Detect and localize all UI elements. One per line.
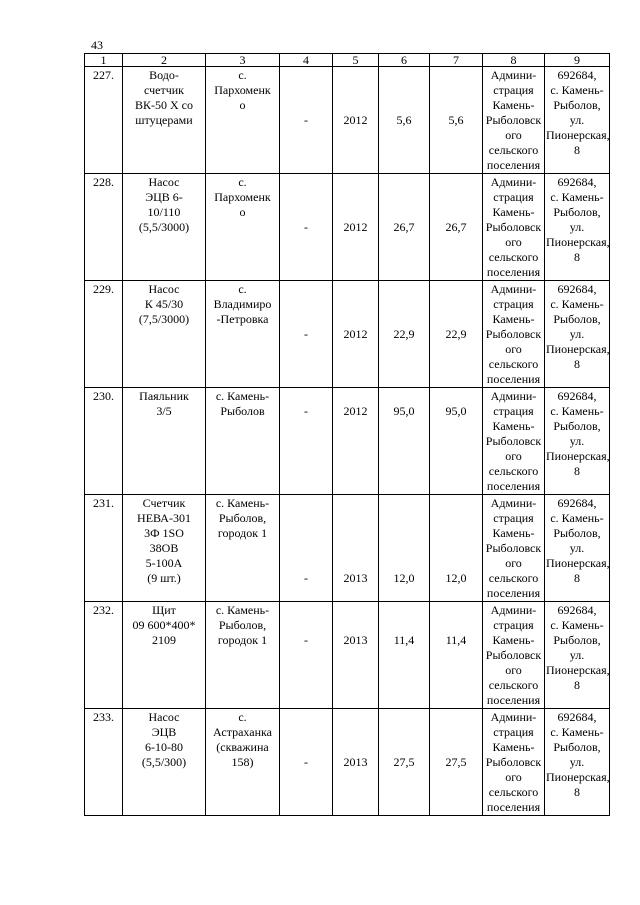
item-name: Насос ЭЦВ 6-10-80 (5,5/300) <box>123 709 206 816</box>
cell-year: 2013 <box>333 495 379 602</box>
item-address: 692684, с. Камень- Рыболов, ул. Пионерская, 8 <box>545 174 610 281</box>
item-location: с. Владимиро -Петровка <box>206 281 280 388</box>
item-location: с. Пархоменк о <box>206 174 280 281</box>
row-number: 228. <box>85 174 123 281</box>
row-number: 229. <box>85 281 123 388</box>
row-number: 232. <box>85 602 123 709</box>
item-location: с. Камень- Рыболов, городок 1 <box>206 495 280 602</box>
item-owner: Админи- страция Камень- Рыболовск ого сельского поселения <box>483 495 545 602</box>
cell-col4: - <box>280 495 333 602</box>
table-row <box>85 281 610 388</box>
item-location: с. Астраханка (скважина 158) <box>206 709 280 816</box>
cell-col4: - <box>280 709 333 816</box>
cell-year: 2012 <box>333 174 379 281</box>
cell-col6: 27,5 <box>379 709 430 816</box>
item-owner: Админи- страция Камень- Рыболовск ого сельского поселения <box>483 174 545 281</box>
column-header: 1 <box>85 54 123 67</box>
cell-col7: 12,0 <box>430 495 483 602</box>
row-number: 231. <box>85 495 123 602</box>
cell-col7: 27,5 <box>430 709 483 816</box>
column-header: 6 <box>379 54 430 67</box>
item-address: 692684, с. Камень- Рыболов, ул. Пионерская, 8 <box>545 602 610 709</box>
item-owner: Админи- страция Камень- Рыболовск ого сельского поселения <box>483 281 545 388</box>
item-address: 692684, с. Камень- Рыболов, ул. Пионерская, 8 <box>545 495 610 602</box>
item-address: 692684, с. Камень- Рыболов, ул. Пионерская, 8 <box>545 388 610 495</box>
item-name: Паяльник 3/5 <box>123 388 206 495</box>
item-owner: Админи- страция Камень- Рыболовск ого сельского поселения <box>483 67 545 174</box>
cell-col7: 22,9 <box>430 281 483 388</box>
table-row <box>85 709 610 816</box>
cell-col4: - <box>280 281 333 388</box>
table-row <box>85 67 610 174</box>
item-address: 692684, с. Камень- Рыболов, ул. Пионерская, 8 <box>545 67 610 174</box>
row-number: 230. <box>85 388 123 495</box>
item-name: Щит 09 600*400* 2109 <box>123 602 206 709</box>
column-header: 2 <box>123 54 206 67</box>
item-owner: Админи- страция Камень- Рыболовск ого сельского поселения <box>483 709 545 816</box>
column-header: 5 <box>333 54 379 67</box>
cell-col4: - <box>280 174 333 281</box>
column-header: 3 <box>206 54 280 67</box>
column-header: 7 <box>430 54 483 67</box>
row-number: 227. <box>85 67 123 174</box>
page-number: 43 <box>91 38 103 52</box>
item-location: с. Камень- Рыболов <box>206 388 280 495</box>
cell-col4: - <box>280 602 333 709</box>
item-address: 692684, с. Камень- Рыболов, ул. Пионерская, 8 <box>545 281 610 388</box>
item-name: Насос ЭЦВ 6- 10/110 (5,5/3000) <box>123 174 206 281</box>
column-header: 8 <box>483 54 545 67</box>
property-registry-table <box>84 53 610 816</box>
table-row <box>85 388 610 495</box>
item-name: Счетчик НЕВА-301 3Ф 1SO 38ОВ 5-100А (9 шт.) <box>123 495 206 602</box>
cell-col4: - <box>280 67 333 174</box>
cell-col6: 5,6 <box>379 67 430 174</box>
cell-col4: - <box>280 388 333 495</box>
header-row <box>85 54 610 67</box>
item-owner: Админи- страция Камень- Рыболовск ого сельского поселения <box>483 602 545 709</box>
cell-col6: 22,9 <box>379 281 430 388</box>
cell-year: 2013 <box>333 602 379 709</box>
cell-year: 2012 <box>333 67 379 174</box>
table-row <box>85 602 610 709</box>
column-header: 4 <box>280 54 333 67</box>
item-name: Насос К 45/30 (7,5/3000) <box>123 281 206 388</box>
item-name: Водо- счетчик ВК-50 Х со штуцерами <box>123 67 206 174</box>
row-number: 233. <box>85 709 123 816</box>
cell-col6: 95,0 <box>379 388 430 495</box>
item-location: с. Пархоменк о <box>206 67 280 174</box>
cell-year: 2012 <box>333 281 379 388</box>
cell-col6: 26,7 <box>379 174 430 281</box>
item-location: с. Камень- Рыболов, городок 1 <box>206 602 280 709</box>
column-header: 9 <box>545 54 610 67</box>
cell-year: 2013 <box>333 709 379 816</box>
cell-year: 2012 <box>333 388 379 495</box>
cell-col7: 95,0 <box>430 388 483 495</box>
cell-col7: 26,7 <box>430 174 483 281</box>
cell-col6: 11,4 <box>379 602 430 709</box>
cell-col7: 11,4 <box>430 602 483 709</box>
cell-col6: 12,0 <box>379 495 430 602</box>
table-row <box>85 174 610 281</box>
item-address: 692684, с. Камень- Рыболов, ул. Пионерская, 8 <box>545 709 610 816</box>
cell-col7: 5,6 <box>430 67 483 174</box>
table-row <box>85 495 610 602</box>
item-owner: Админи- страция Камень- Рыболовск ого сельского поселения <box>483 388 545 495</box>
